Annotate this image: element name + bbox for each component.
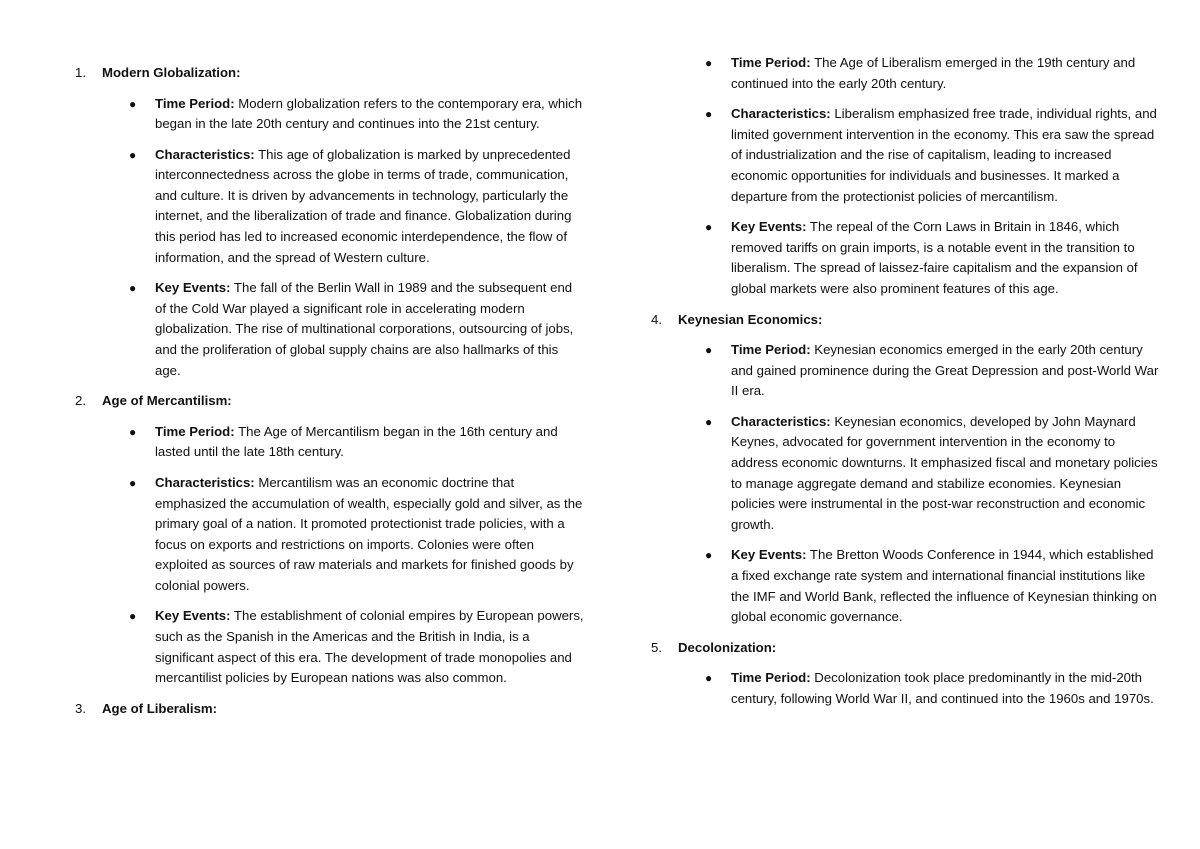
bullet-icon: ● xyxy=(129,475,137,490)
section-keynesian-economics xyxy=(651,310,1161,628)
bullet-icon: ● xyxy=(129,609,137,624)
bullet-label: Time Period: xyxy=(731,55,811,70)
bullet-label: Time Period: xyxy=(155,95,235,111)
bullet-icon: ● xyxy=(129,147,137,162)
section-heading xyxy=(75,63,585,84)
right-column xyxy=(651,53,1161,719)
bullet-icon: ● xyxy=(129,96,137,111)
bullet-icon: ● xyxy=(705,56,713,70)
bullet-text: Liberalism emphasized free trade, individual rights, and limited government intervention in the economy. This era saw the spread of industrialization and the rise of capitalism, leading to increased economic opportunities for individuals and businesses. It marked a departure from the protectionist policies of mercantilism. xyxy=(731,106,1157,204)
bullet-text: The establishment of colonial empires by European powers, such as the Spanish in the Americas and the British in India, is a significant aspect of this era. The development of trade monopolies and mercantilist policies by European nations was also common. xyxy=(155,608,584,686)
bullet-icon: ● xyxy=(705,414,713,429)
section-number: 1. xyxy=(75,65,86,80)
bullet-icon: ● xyxy=(129,281,137,296)
section-age-of-liberalism xyxy=(75,699,585,720)
bullet-label: Characteristics: xyxy=(731,413,831,429)
bullet-label: Key Events: xyxy=(155,280,231,296)
section-title: Age of Mercantilism: xyxy=(102,393,232,409)
bullet-icon: ● xyxy=(129,424,137,439)
section-heading xyxy=(75,699,585,720)
list-item xyxy=(128,473,585,597)
bullet-icon: ● xyxy=(705,671,713,686)
left-column xyxy=(75,63,585,729)
bullet-label: Time Period: xyxy=(731,342,811,358)
list-item xyxy=(704,668,1161,709)
bullet-label: Key Events: xyxy=(731,219,807,235)
bullet-text: Keynesian economics, developed by John Maynard Keynes, advocated for government intervention in the economy to address economic downturns. It emphasized fiscal and monetary policies to manage aggregate demand and stabilize economies. Keynesian policies were instrumental in the post-war reconstruction and economic growth. xyxy=(731,413,1158,532)
bullet-icon: ● xyxy=(705,107,713,122)
bullet-text: The repeal of the Corn Laws in Britain in 1846, which removed tariffs on grain imports, is a notable event in the transition to liberalism. The spread of laissez-faire capitalism and the expansion of global markets were also prominent features of this age. xyxy=(731,219,1138,296)
bullet-text: This age of globalization is marked by unprecedented interconnectedness across the globe in terms of trade, communication, and culture. It is driven by advancements in technology, particularly the internet, and the liberalization of trade and finance. Globalization during this period has led to increased economic interdependence, the flow of information, and the spread of Western culture. xyxy=(155,146,572,265)
section-age-of-liberalism-continued xyxy=(651,53,1161,300)
section-modern-globalization xyxy=(75,63,585,381)
list-item xyxy=(704,53,1161,94)
section-title: Age of Liberalism: xyxy=(102,700,218,716)
bullet-text: Mercantilism was an economic doctrine that emphasized the accumulation of wealth, especially gold and silver, as the primary goal of a nation. It promoted protectionist trade policies, with a focus on exports and restrictions on imports. Colonies were often exploited as sources of raw materials and markets for finished goods by colonial powers. xyxy=(155,474,583,593)
section-heading xyxy=(651,310,1161,331)
list-item xyxy=(704,545,1161,627)
bullet-text: The Age of Mercantilism began in the 16th century and lasted until the late 18th century. xyxy=(155,423,558,460)
bullet-text: The fall of the Berlin Wall in 1989 and the subsequent end of the Cold War played a significant role in accelerating modern globalization. The rise of multinational corporations, outsourcing of jobs, and the proliferation of global supply chains are also hallmarks of this age. xyxy=(155,280,574,378)
bullet-label: Time Period: xyxy=(155,423,235,439)
section-number: 2. xyxy=(75,393,86,409)
list-item xyxy=(704,217,1161,299)
bullet-icon: ● xyxy=(705,343,713,358)
list-item xyxy=(704,340,1161,402)
section-age-of-mercantilism xyxy=(75,391,585,689)
list-item xyxy=(704,412,1161,536)
list-item xyxy=(128,278,585,381)
bullet-text: Decolonization took place predominantly in the mid-20th century, following World War II, and continued into the 1960s and 1970s. xyxy=(731,670,1154,706)
bullet-label: Characteristics: xyxy=(731,106,831,122)
bullet-icon: ● xyxy=(705,548,713,563)
list-item xyxy=(128,606,585,688)
bullet-label: Time Period: xyxy=(731,670,811,686)
bullet-icon: ● xyxy=(705,220,713,235)
section-title: Keynesian Economics: xyxy=(678,311,823,327)
section-number: 3. xyxy=(75,700,86,716)
bullet-text: Keynesian economics emerged in the early 20th century and gained prominence during the Great Depression and post-World War II era. xyxy=(731,342,1159,399)
section-number: 4. xyxy=(651,311,662,327)
bullet-label: Characteristics: xyxy=(155,146,255,162)
bullet-label: Characteristics: xyxy=(155,474,255,490)
bullet-text: The Age of Liberalism emerged in the 19th century and continued into the early 20th century. xyxy=(731,55,1136,91)
section-title: Modern Globalization: xyxy=(102,65,241,80)
bullet-text: The Bretton Woods Conference in 1944, which established a fixed exchange rate system and international financial institutions like the IMF and World Bank, reflected the influence of Keynesian thinking on global economic governance. xyxy=(731,547,1157,625)
list-item xyxy=(128,422,585,463)
section-title: Decolonization: xyxy=(678,639,777,655)
bullet-label: Key Events: xyxy=(731,547,807,563)
section-heading xyxy=(75,391,585,412)
list-item xyxy=(128,94,585,135)
list-item xyxy=(704,104,1161,207)
section-decolonization xyxy=(651,638,1161,710)
list-item xyxy=(128,145,585,269)
section-heading xyxy=(651,638,1161,659)
bullet-text: Modern globalization refers to the contemporary era, which began in the late 20th century and continues into the 21st century. xyxy=(155,95,583,132)
bullet-label: Key Events: xyxy=(155,608,231,624)
section-number: 5. xyxy=(651,639,662,655)
